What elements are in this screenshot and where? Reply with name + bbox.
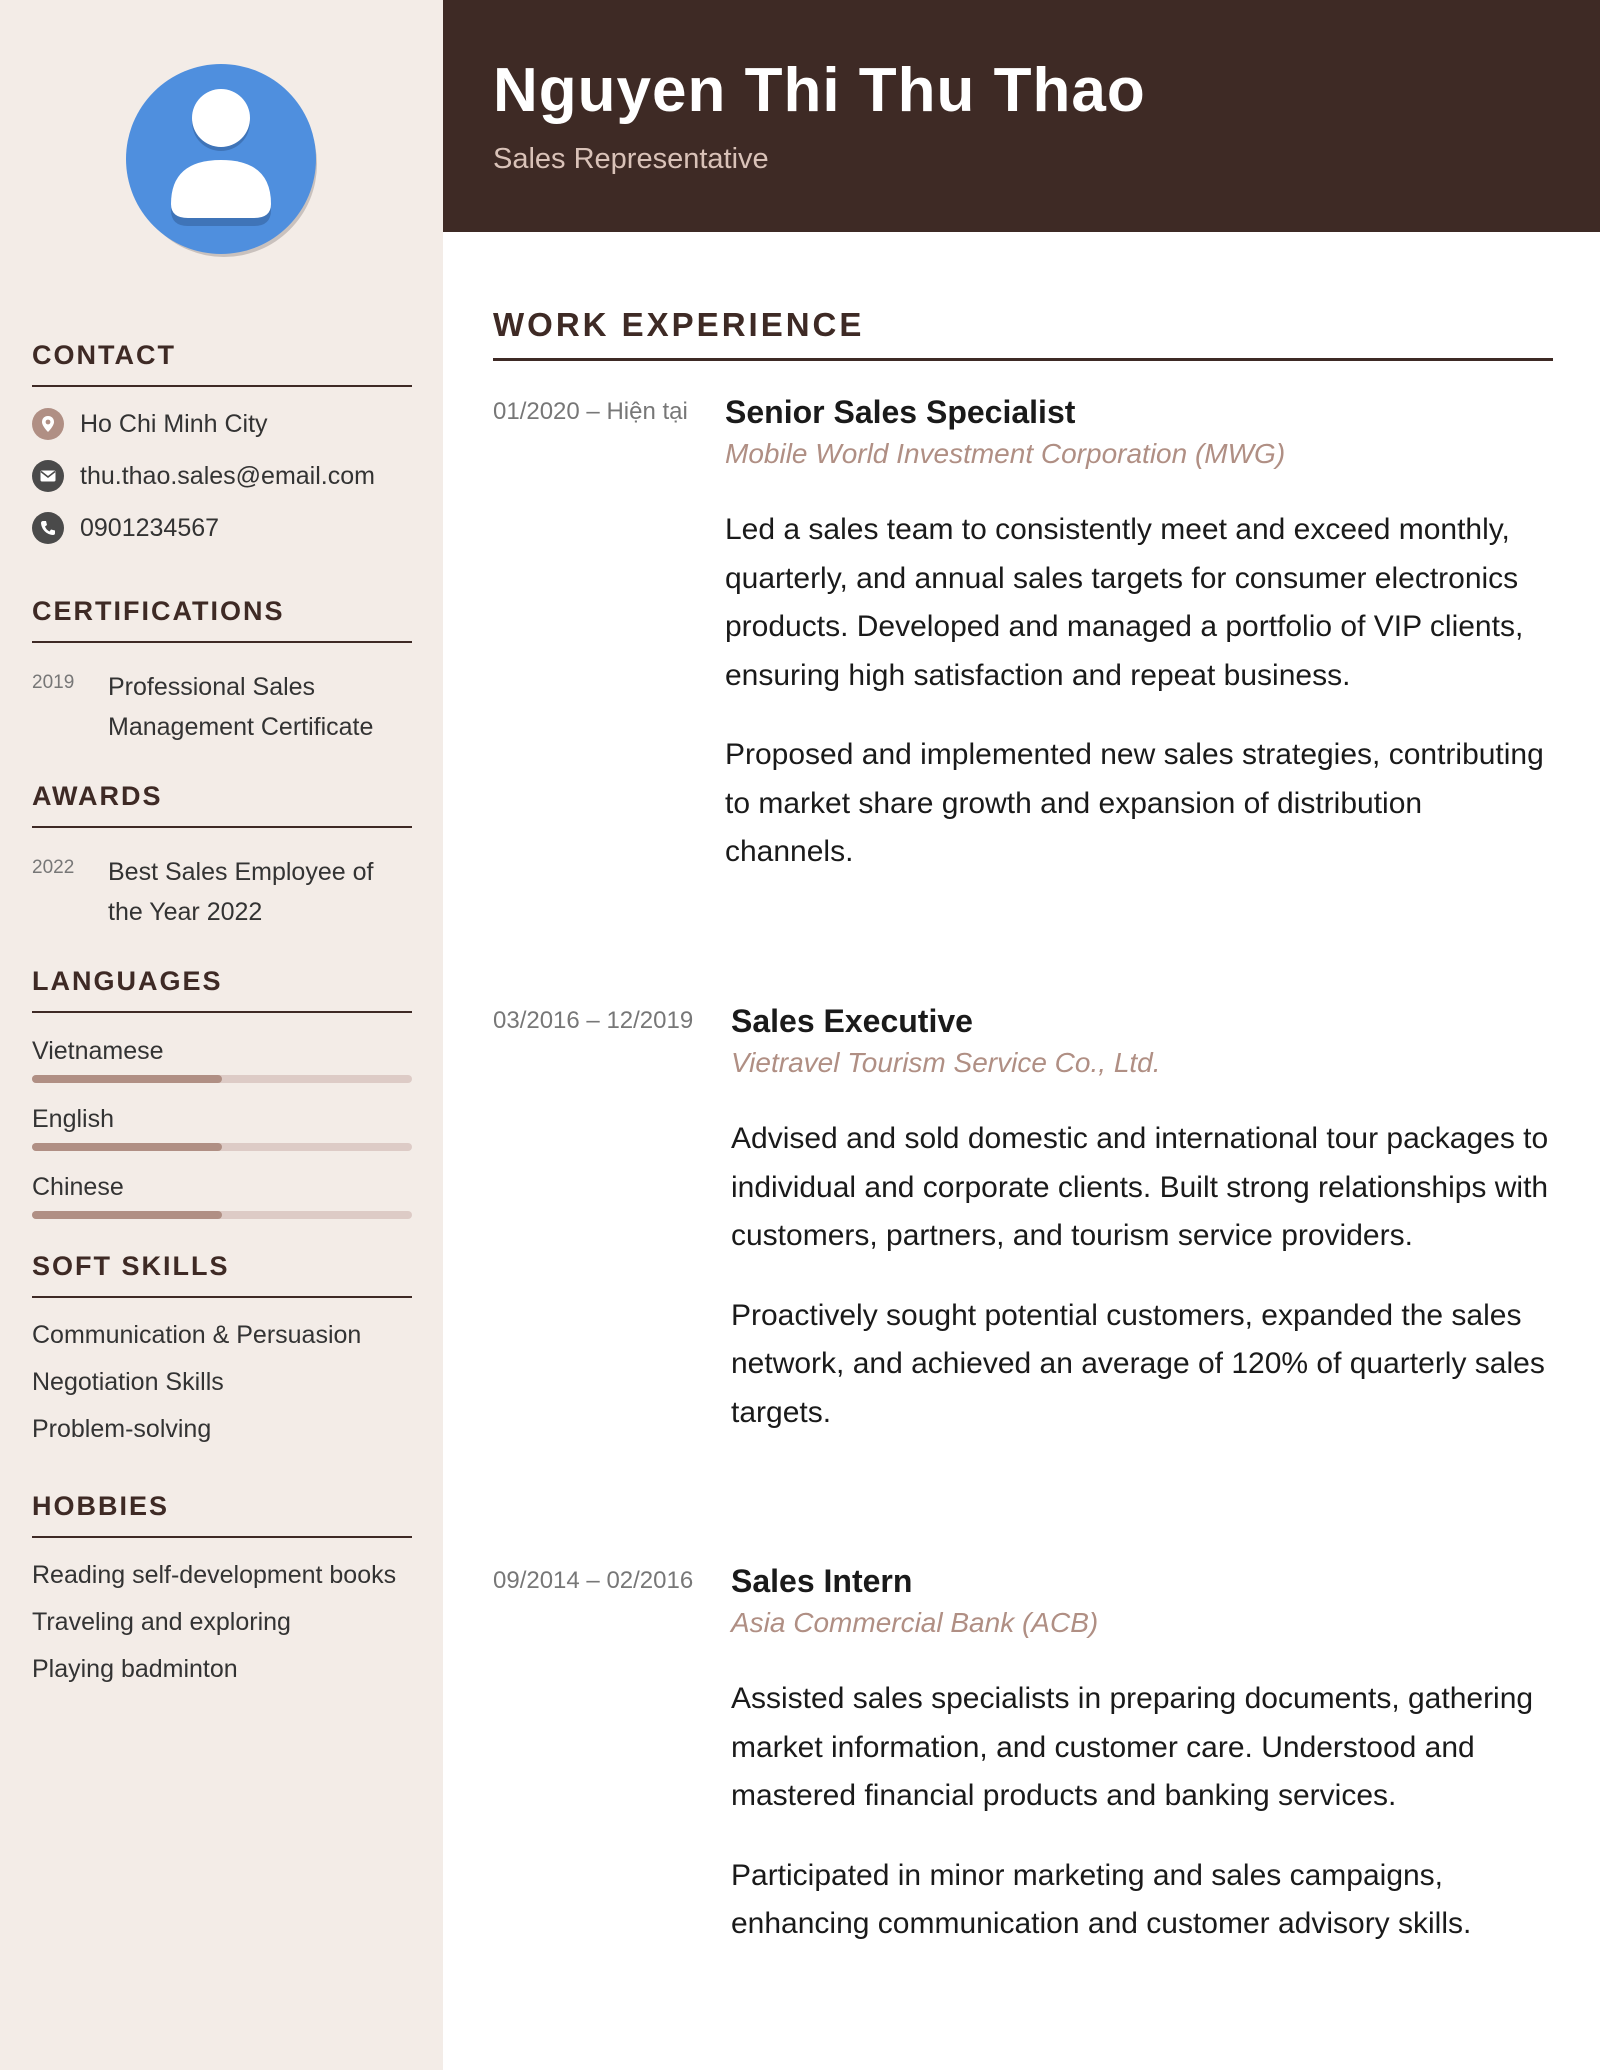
certifications-heading: CERTIFICATIONS <box>32 596 412 643</box>
soft-skills-section <box>32 1251 412 1461</box>
award-name-line1: Best Sales Employee of <box>108 858 374 886</box>
user-avatar-icon <box>124 62 319 257</box>
candidate-title: Sales Representative <box>493 143 769 175</box>
language-item <box>32 1037 412 1083</box>
envelope-icon <box>32 460 64 492</box>
soft-skills-heading: SOFT SKILLS <box>32 1251 412 1298</box>
language-item <box>32 1105 412 1151</box>
soft-skill-item: Negotiation Skills <box>32 1368 224 1396</box>
job-role: Senior Sales Specialist <box>725 394 1076 430</box>
certification-name-line1: Professional Sales <box>108 673 316 701</box>
certification-year: 2019 <box>32 672 75 693</box>
contact-location-text: Ho Chi Minh City <box>80 409 268 438</box>
contact-phone-text[interactable]: 0901234567 <box>80 513 220 542</box>
awards-heading: AWARDS <box>32 781 412 828</box>
contact-phone[interactable] <box>32 513 412 543</box>
work-experience-heading: WORK EXPERIENCE <box>493 306 1553 361</box>
job-description: Proposed and implemented new sales strategies, contributing to market share growth and expansion of distribution channels. <box>725 738 1544 868</box>
job-description: Led a sales team to consistently meet and exceed monthly, quarterly, and annual sales targets for consumer electronics products. Developed and managed a portfolio of VIP clients, ensuring high satisfaction and repeat business. <box>725 513 1524 692</box>
language-level-bar <box>32 1211 412 1219</box>
job-date: 09/2014 – 02/2016 <box>493 1567 694 1594</box>
languages-section <box>32 966 412 1219</box>
job-company: Vietravel Tourism Service Co., Ltd. <box>731 1047 1161 1078</box>
award-year: 2022 <box>32 857 75 878</box>
job-company: Mobile World Investment Corporation (MWG) <box>725 438 1286 469</box>
soft-skills-list <box>32 1320 412 1461</box>
hobbies-list <box>32 1560 412 1701</box>
languages-heading: LANGUAGES <box>32 966 412 1013</box>
location-pin-icon <box>32 408 64 440</box>
hobby-item: Reading self-development books <box>32 1561 397 1589</box>
contact-section <box>32 340 412 543</box>
language-level-fill <box>32 1075 222 1083</box>
award-entry <box>32 852 412 932</box>
language-level-fill <box>32 1143 222 1151</box>
main-content <box>443 0 1600 2070</box>
contact-email[interactable] <box>32 461 412 491</box>
award-name <box>108 852 373 932</box>
language-name: English <box>32 1105 114 1133</box>
language-name: Chinese <box>32 1173 124 1201</box>
awards-section <box>32 781 412 932</box>
job-date: 01/2020 – Hiện tại <box>493 398 688 425</box>
job-description: Advised and sold domestic and international tour packages to individual and corporate clients. Built strong relationships with customers, partners, and tourism service providers. <box>731 1122 1549 1252</box>
certification-name <box>108 667 373 747</box>
certification-name-line2: Management Certificate <box>108 713 374 741</box>
phone-icon <box>32 512 64 544</box>
job-description: Proactively sought potential customers, expanded the sales network, and achieved an average of 120% of quarterly sales targets. <box>731 1298 1545 1429</box>
job-description: Assisted sales specialists in preparing documents, gathering market information, and customer care. Understood and mastered financial products and banking services. <box>731 1682 1534 1812</box>
job-date: 03/2016 – 12/2019 <box>493 1007 694 1034</box>
contact-email-text[interactable]: thu.thao.sales@email.com <box>80 461 375 490</box>
job-body <box>731 1563 1553 1949</box>
soft-skill-item: Problem-solving <box>32 1415 212 1443</box>
language-level-bar <box>32 1143 412 1151</box>
hobbies-section <box>32 1491 412 1701</box>
language-level-bar <box>32 1075 412 1083</box>
soft-skill-item: Communication & Persuasion <box>32 1321 362 1349</box>
hobby-item: Traveling and exploring <box>32 1608 291 1636</box>
contact-location <box>32 409 412 439</box>
language-name: Vietnamese <box>32 1037 164 1065</box>
sidebar <box>0 0 443 2070</box>
hobby-item: Playing badminton <box>32 1655 238 1683</box>
job-body <box>731 1003 1553 1437</box>
candidate-name: Nguyen Thi Thu Thao <box>493 56 1146 125</box>
header-band <box>443 0 1600 232</box>
avatar <box>124 62 319 257</box>
job-role: Sales Intern <box>731 1563 913 1599</box>
certifications-section <box>32 596 412 747</box>
certification-entry <box>32 667 412 747</box>
language-level-fill <box>32 1211 222 1219</box>
hobbies-heading: HOBBIES <box>32 1491 412 1538</box>
job-description: Participated in minor marketing and sales campaigns, enhancing communication and customer advisory skills. <box>731 1858 1472 1940</box>
job-company: Asia Commercial Bank (ACB) <box>731 1607 1099 1638</box>
contact-heading: CONTACT <box>32 340 412 387</box>
job-role: Sales Executive <box>731 1003 973 1039</box>
language-item <box>32 1173 412 1219</box>
award-name-line2: the Year 2022 <box>108 898 263 926</box>
job-body <box>725 394 1553 877</box>
